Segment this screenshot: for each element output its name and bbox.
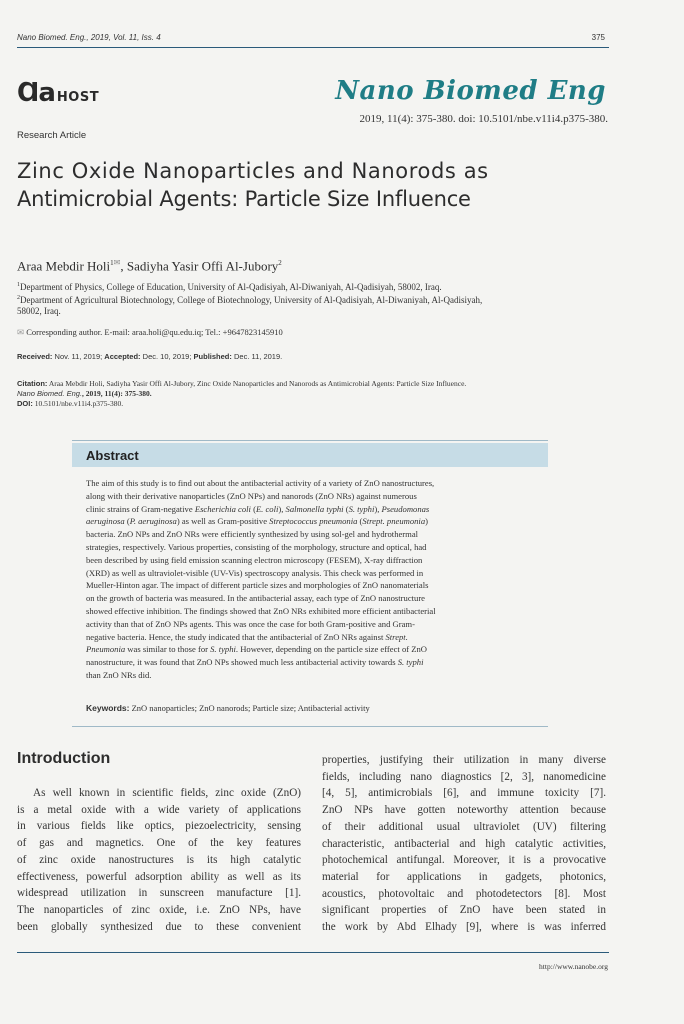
body-line: of their additional usual ultraviolet (UV) filtering bbox=[322, 820, 606, 833]
accepted-label: Accepted: bbox=[104, 352, 141, 361]
body-line: effectiveness, powerful adsorption ability as well as its bbox=[17, 870, 301, 883]
published-label: Published: bbox=[193, 352, 232, 361]
publisher-logo-mark: Ɑa bbox=[17, 78, 55, 108]
header-rule bbox=[17, 47, 609, 48]
article-title-line-1: Zinc Oxide Nanoparticles and Nanorods as bbox=[17, 159, 489, 183]
body-line: properties, justifying their utilization in many diverse bbox=[322, 754, 606, 766]
doi-label: DOI: bbox=[17, 399, 33, 408]
body-line: significant properties of ZnO have been stated in bbox=[322, 904, 606, 917]
abstract-line: Pneumonia was similar to those for S. typhi. However, depending on the particle size effect of ZnO bbox=[86, 644, 428, 655]
body-line: photochemical antifungal. Moreover, it is a provocative bbox=[322, 854, 606, 867]
affiliation bbox=[17, 280, 617, 293]
body-line: of zinc oxide nanostructures is its high catalytic bbox=[17, 853, 301, 866]
affiliation bbox=[17, 306, 617, 317]
body-line: ZnO NPs have gotten noteworthy attention because bbox=[322, 804, 606, 817]
article-title bbox=[17, 157, 617, 213]
body-column-right bbox=[322, 752, 606, 936]
abstract-line: negative bacteria. Hence, the study indicated that the antibacterial of ZnO NRs against Strept. bbox=[86, 631, 408, 642]
publisher-logo-text: HOST bbox=[56, 90, 100, 105]
affiliation-text: Department of Agricultural Biotechnology, College of Biotechnology, University of Al-Qadisiyah, Al-Diwaniyah, Al-Qadisiyah, bbox=[20, 295, 483, 305]
abstract-line: been described by using field emission scanning electron microscopy (FESEM), X-ray diffraction bbox=[86, 554, 423, 565]
keywords-label: Keywords: bbox=[86, 703, 130, 713]
article-title-line-2: Antimicrobial Agents: Particle Size Influence bbox=[17, 187, 471, 211]
doi-link[interactable]: 10.5101/nbe.v11i4.p375-380. bbox=[34, 399, 124, 408]
running-head bbox=[17, 33, 605, 42]
abstract-heading: Abstract bbox=[72, 443, 548, 467]
abstract-line: Mueller-Hinton agar. The impact of different particle sizes and morphologies of ZnO nanomaterials bbox=[86, 580, 429, 591]
affiliation-mark: 1 bbox=[17, 282, 20, 288]
body-line: in various fields like optics, piezoelectricity, sensing bbox=[17, 820, 301, 833]
abstract-line: activity than that of ZnO NPs agents. This was once the case for both Gram-positive and Gram- bbox=[86, 618, 415, 629]
body-line: material for applications in gadgets, photonics, bbox=[322, 870, 606, 883]
author-name: Araa Mebdir Holi bbox=[17, 258, 111, 274]
abstract-line: bacteria. ZnO NPs and ZnO NRs were efficiently synthesized by using sol-gel and hydrothermal bbox=[86, 529, 419, 540]
citation-line bbox=[17, 379, 617, 389]
received-date: Nov. 11, 2019; bbox=[54, 352, 103, 361]
body-line: characteristic, antibacterial and high catalytic activities, bbox=[322, 837, 606, 850]
body-line: the work by Abd Elhady [9], where is was inferred bbox=[322, 921, 606, 934]
body-line: been globally synthesized due to these convenient bbox=[17, 920, 301, 933]
affiliation-text: Department of Physics, College of Education, University of Al-Qadisiyah, Al-Diwaniyah, Al-Qadisiyah, 58002, Iraq. bbox=[20, 282, 442, 292]
affiliation-mark: 2 bbox=[17, 295, 20, 301]
affiliation-text: 58002, Iraq. bbox=[17, 306, 61, 316]
publisher-logo bbox=[17, 78, 99, 108]
body-line: is a metal oxide with a wide variety of applications bbox=[17, 803, 301, 816]
body-line: widespread utilization in sunscreen manufacture [1]. bbox=[17, 887, 301, 900]
author-affiliation-mark: 2 bbox=[278, 259, 282, 267]
abstract-line: strategies, respectively. Various properties, consisting of the morphology, structure and optical, had bbox=[86, 541, 427, 552]
author-list bbox=[17, 258, 282, 274]
citation-text: Araa Mebdir Holi, Sadiyha Yasir Offi Al-Jubory, Zinc Oxide Nanoparticles and Nanorods as Antimicrobial Agents: Particle Size Influence. bbox=[48, 379, 467, 388]
corresponding-author bbox=[17, 327, 283, 338]
introduction-heading: Introduction bbox=[17, 750, 111, 767]
body-line: of gas and magnetics. One of the key features bbox=[17, 837, 301, 850]
affiliation bbox=[17, 293, 617, 306]
abstract-bottom-rule bbox=[72, 726, 548, 727]
affiliations bbox=[17, 280, 617, 317]
author-affiliation-mark: 1 bbox=[110, 259, 114, 267]
footer-rule bbox=[17, 952, 609, 953]
received-label: Received: bbox=[17, 352, 53, 361]
citation-label: Citation: bbox=[17, 379, 48, 388]
abstract-line: (XRD) as well as ultraviolet-visible (UV-Vis) spectroscopy analysis. This check was performed in bbox=[86, 567, 424, 578]
keywords-text: ZnO nanoparticles; ZnO nanorods; Particle size; Antibacterial activity bbox=[131, 703, 370, 713]
abstract-line: along with their derivative nanoparticles (ZnO NPs) and nanorods (ZnO NRs) against numerous bbox=[86, 490, 417, 501]
body-line: [4, 5], antimicrobials [6], and immune toxicity [7]. bbox=[322, 787, 606, 800]
body-line: The nanoparticles of zinc oxide, i.e. ZnO NPs, have bbox=[17, 903, 301, 916]
citation-journal: Nano Biomed. Eng. bbox=[17, 389, 83, 398]
publication-dates bbox=[17, 352, 282, 361]
abstract-line: clinic strains of Gram-negative Escherichia coli (E. coli), Salmonella typhi (S. typhi), Pseudomonas bbox=[86, 503, 430, 514]
body-line: acoustics, photovoltaic and photodetectors [8]. Most bbox=[322, 887, 606, 900]
citation-line bbox=[17, 399, 617, 409]
citation-block bbox=[17, 379, 617, 409]
abstract-text bbox=[86, 477, 542, 682]
article-type: Research Article bbox=[17, 130, 87, 141]
corresponding-mail-icon: ✉ bbox=[113, 258, 121, 267]
abstract-line: on the growth of bacteria was measured. In the antibacterial assay, each type of ZnO nanostructure bbox=[86, 593, 425, 604]
citation-line bbox=[17, 389, 617, 399]
abstract-line: The aim of this study is to find out about the antibacterial activity of a variety of ZnO nanostructures, bbox=[86, 478, 435, 488]
abstract-line: nanostructure, it was found that ZnO NPs showed much less antibacterial activity towards S. typhi bbox=[86, 657, 424, 668]
abstract-box bbox=[72, 440, 548, 729]
body-column-left bbox=[17, 785, 301, 935]
body-line: As well known in scientific fields, zinc oxide (ZnO) bbox=[33, 787, 301, 799]
corresponding-author-text: Corresponding author. E-mail: araa.holi@qu.edu.iq; Tel.: +9647823145910 bbox=[26, 327, 283, 337]
body-line: fields, including nano diagnostics [2, 3], nanomedicine bbox=[322, 770, 606, 783]
abstract-line: showed effective inhibition. The findings showed that ZnO NRs exhibited more efficient antibacterial bbox=[86, 605, 436, 616]
running-head-citation: Nano Biomed. Eng., 2019, Vol. 11, Iss. 4 bbox=[17, 33, 161, 42]
accepted-date: Dec. 10, 2019; bbox=[142, 352, 192, 361]
keywords bbox=[86, 703, 542, 713]
abstract-line: aeruginosa (P. aeruginosa) as well as Gram-positive Streptococcus pneumonia (Strept. pneumonia) bbox=[86, 516, 428, 527]
page-number: 375 bbox=[591, 33, 605, 42]
citation-volume: , 2019, 11(4): 375-380. bbox=[82, 389, 152, 398]
abstract-line: than ZnO NRs did. bbox=[86, 669, 152, 680]
author-name: Sadiyha Yasir Offi Al-Jubory bbox=[126, 258, 279, 274]
doi-line: 2019, 11(4): 375-380. doi: 10.5101/nbe.v11i4.p375-380. bbox=[359, 113, 608, 125]
published-date: Dec. 11, 2019. bbox=[233, 352, 283, 361]
journal-name-logo: Nano Biomed Eng bbox=[335, 76, 606, 106]
author-separator: , bbox=[120, 258, 127, 274]
mail-icon: ✉ bbox=[17, 327, 27, 337]
footer-url-link[interactable]: http://www.nanobe.org bbox=[539, 962, 608, 971]
